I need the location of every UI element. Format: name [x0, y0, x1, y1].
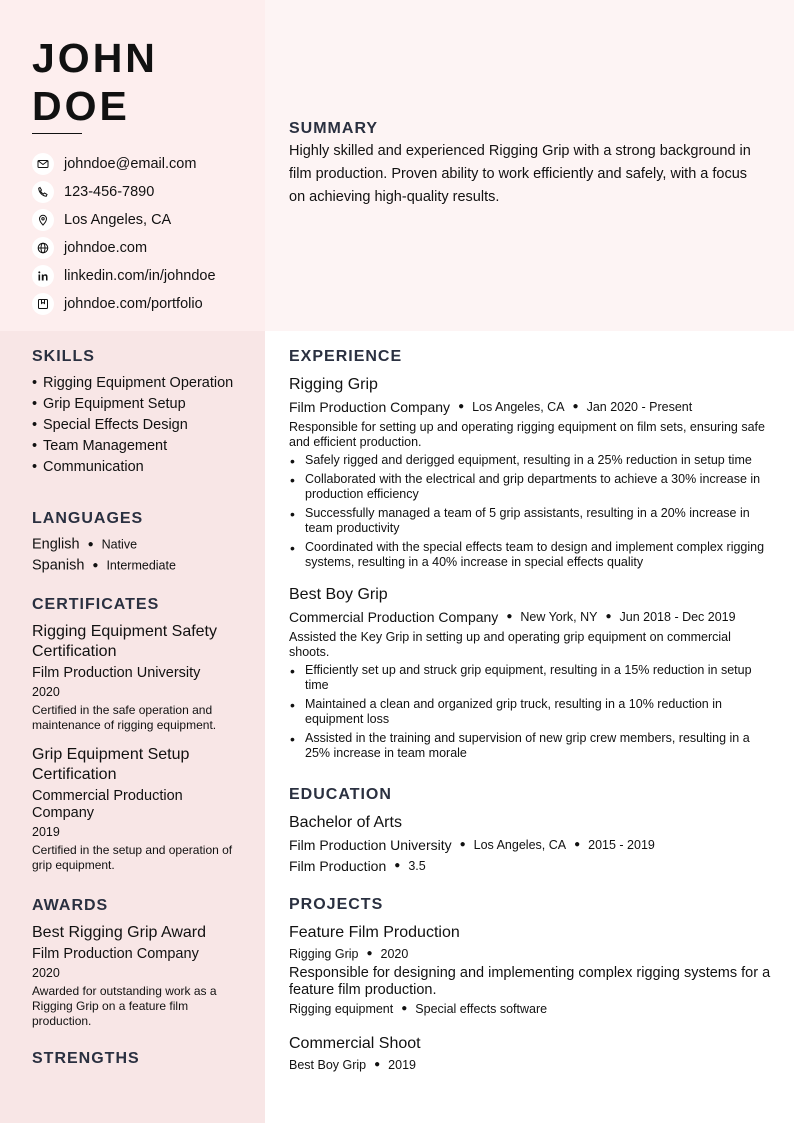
- project-tag: Rigging equipment: [289, 1002, 394, 1016]
- job-item: [289, 585, 771, 761]
- award-year: 2020: [32, 966, 60, 980]
- award-item: [32, 923, 242, 1029]
- education-heading: EDUCATION: [289, 786, 392, 803]
- project-title: Commercial Shoot: [289, 1035, 421, 1052]
- experience-section: [289, 348, 771, 765]
- certificates-heading: CERTIFICATES: [32, 596, 160, 613]
- award-org: Film Production Company: [32, 946, 199, 962]
- strengths-section: [32, 1050, 242, 1068]
- project-item: [289, 923, 771, 1019]
- skill-item: • Team Management: [32, 438, 168, 454]
- job-title: Best Boy Grip: [289, 586, 388, 603]
- project-role: Rigging Grip: [289, 947, 359, 961]
- job-bullet: • Assisted in the training and supervision of new grip crew members, resulting in a 25% increase in team morale: [289, 731, 771, 761]
- job-desc: Assisted the Key Grip in setting up and operating grip equipment on commercial shoots.: [289, 630, 731, 659]
- education-location: Los Angeles, CA: [473, 838, 567, 852]
- certificate-title: Grip Equipment Setup Certification: [32, 746, 190, 783]
- certificate-item: [32, 622, 242, 733]
- project-meta: Rigging Grip ● 2020: [289, 944, 771, 964]
- certificate-title: Rigging Equipment Safety Certification: [32, 623, 217, 660]
- skill-item: • Grip Equipment Setup: [32, 396, 186, 412]
- awards-section: [32, 897, 242, 1029]
- project-meta: Best Boy Grip ● 2019: [289, 1055, 771, 1075]
- education-school: Film Production University: [289, 837, 452, 853]
- linkedin-icon: [32, 265, 54, 287]
- project-year: 2019: [388, 1058, 416, 1072]
- summary-heading: SUMMARY: [289, 120, 379, 137]
- name-divider: [32, 133, 82, 134]
- projects-section: [289, 896, 771, 1075]
- certificates-section: [32, 596, 242, 873]
- globe-icon: [32, 237, 54, 259]
- portfolio-icon: [32, 293, 54, 315]
- skill-item: • Rigging Equipment Operation: [32, 375, 234, 391]
- language-item: English ● Native: [32, 536, 138, 553]
- project-year: 2020: [380, 947, 409, 961]
- skills-heading: SKILLS: [32, 348, 95, 365]
- education-meta: Film Production University ● Los Angeles, CA ● 2015 - 2019: [289, 837, 655, 853]
- project-title: Feature Film Production: [289, 924, 460, 941]
- job-bullets: [289, 453, 771, 570]
- certificate-year: 2020: [32, 685, 60, 699]
- education-field: Film Production: [289, 858, 387, 874]
- job-bullet: • Collaborated with the electrical and grip departments to achieve a 30% increase in production efficiency: [289, 472, 771, 502]
- skill-item: • Communication: [32, 459, 144, 475]
- mail-icon: [32, 153, 54, 175]
- projects-heading: PROJECTS: [289, 896, 384, 913]
- job-item: [289, 375, 771, 570]
- certificate-year: 2019: [32, 825, 60, 839]
- education-dates: 2015 - 2019: [588, 838, 655, 852]
- contact-linkedin[interactable]: linkedin.com/in/johndoe: [32, 262, 216, 290]
- job-meta: Film Production Company ● Los Angeles, CA ● Jan 2020 - Present: [289, 399, 693, 415]
- certificate-desc: Certified in the setup and operation of grip equipment.: [32, 843, 233, 872]
- job-desc: Responsible for setting up and operating rigging equipment on film sets, ensuring safe and efficient production.: [289, 420, 765, 449]
- job-company: Commercial Production Company: [289, 609, 499, 625]
- project-tag: Special effects software: [415, 1002, 548, 1016]
- contact-email[interactable]: johndoe@email.com: [32, 150, 216, 178]
- project-item: [289, 1034, 771, 1075]
- candidate-name: JOHN DOE: [32, 35, 158, 129]
- job-meta: Commercial Production Company ● New York, NY ● Jun 2018 - Dec 2019: [289, 609, 736, 625]
- summary-section: [289, 120, 764, 209]
- certificate-item: [32, 745, 242, 873]
- job-bullet: • Maintained a clean and organized grip truck, resulting in a 10% reduction in equipment loss: [289, 697, 771, 727]
- project-desc: Responsible for designing and implementing complex rigging systems for a feature film production.: [289, 965, 771, 998]
- certificate-org: Commercial Production Company: [32, 788, 183, 821]
- project-tags: Rigging equipment ● Special effects software: [289, 999, 771, 1019]
- job-bullet: • Efficiently set up and struck grip equipment, resulting in a 15% reduction in setup time: [289, 663, 771, 693]
- job-bullet: • Safely rigged and derigged equipment, resulting in a 25% reduction in setup time: [289, 453, 771, 468]
- job-location: Los Angeles, CA: [472, 400, 565, 414]
- contact-website[interactable]: johndoe.com: [32, 234, 216, 262]
- contact-portfolio[interactable]: johndoe.com/portfolio: [32, 290, 216, 318]
- award-desc: Awarded for outstanding work as a Rigging Grip on a feature film production.: [32, 984, 217, 1028]
- education-field-row: Film Production ● 3.5: [289, 858, 426, 874]
- skills-section: [32, 348, 242, 480]
- education-degree: Bachelor of Arts: [289, 814, 402, 831]
- experience-heading: EXPERIENCE: [289, 348, 403, 365]
- job-location: New York, NY: [520, 610, 598, 624]
- skill-item: • Special Effects Design: [32, 417, 188, 433]
- location-icon: [32, 209, 54, 231]
- phone-icon: [32, 181, 54, 203]
- job-title: Rigging Grip: [289, 376, 378, 393]
- job-bullet: • Coordinated with the special effects team to design and implement complex rigging systems, resulting in a 40% increase in special effects quality: [289, 540, 771, 570]
- job-bullet: • Successfully managed a team of 5 grip assistants, resulting in a 20% increase in team productivity: [289, 506, 771, 536]
- award-title: Best Rigging Grip Award: [32, 924, 207, 941]
- job-dates: Jan 2020 - Present: [586, 400, 693, 414]
- languages-heading: LANGUAGES: [32, 510, 144, 527]
- education-gpa: 3.5: [408, 859, 426, 873]
- awards-heading: AWARDS: [32, 897, 109, 914]
- certificate-org: Film Production University: [32, 665, 201, 681]
- contact-list: [32, 150, 216, 318]
- language-item: Spanish ● Intermediate: [32, 557, 176, 574]
- summary-text: Highly skilled and experienced Rigging Grip with a strong background in film production. Proven ability to work efficiently and safely, with a focus on achieving high-quality results.: [289, 143, 751, 205]
- job-dates: Jun 2018 - Dec 2019: [619, 610, 736, 624]
- job-bullets: [289, 663, 771, 761]
- job-company: Film Production Company: [289, 399, 451, 415]
- project-role: Best Boy Grip: [289, 1058, 367, 1072]
- languages-section: [32, 510, 242, 577]
- contact-phone[interactable]: 123-456-7890: [32, 178, 216, 206]
- contact-location: Los Angeles, CA: [32, 206, 216, 234]
- strengths-heading: STRENGTHS: [32, 1050, 140, 1067]
- education-section: [289, 786, 771, 876]
- certificate-desc: Certified in the safe operation and maintenance of rigging equipment.: [32, 703, 217, 732]
